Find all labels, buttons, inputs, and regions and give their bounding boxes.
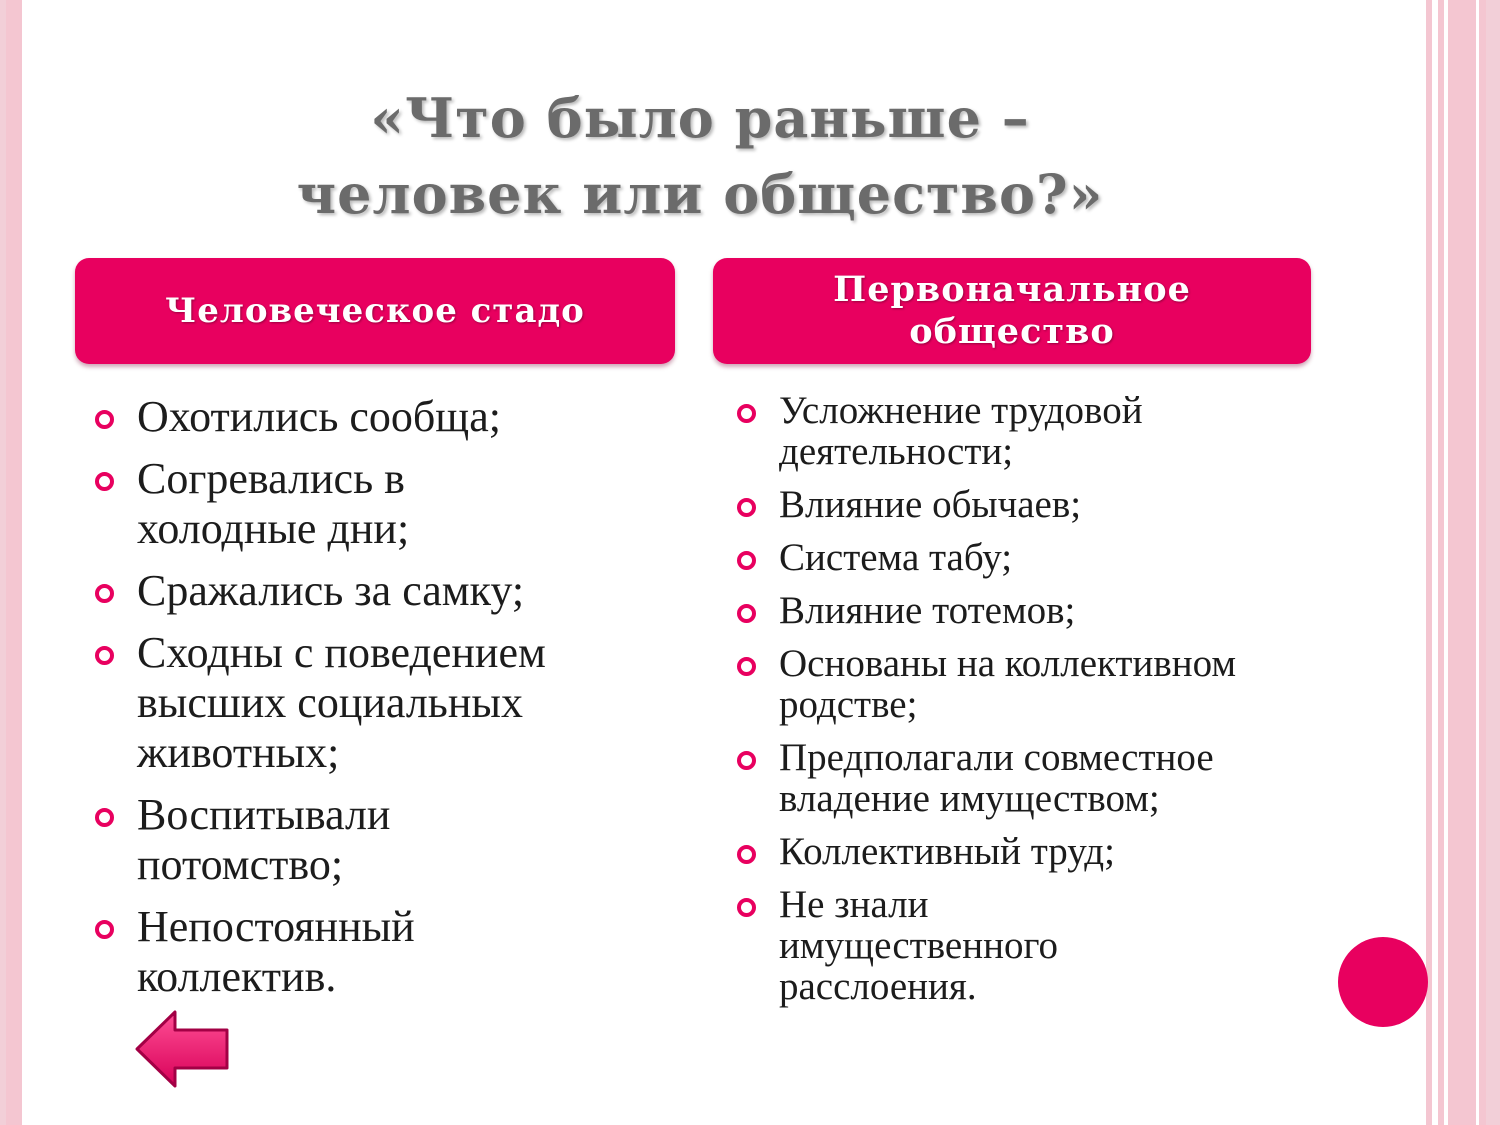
list-item-text: Система табу; xyxy=(779,536,1013,579)
bullet-icon xyxy=(737,498,756,517)
list-item xyxy=(719,643,1299,725)
list-item xyxy=(719,884,1199,1007)
left-column-list xyxy=(77,392,677,1014)
bullet-icon xyxy=(737,604,756,623)
bullet-icon xyxy=(95,808,114,827)
list-item xyxy=(719,390,1279,472)
right-column-header xyxy=(713,258,1311,364)
list-item-text: Сражались за самку; xyxy=(137,566,525,615)
list-item xyxy=(77,392,677,442)
list-item-text: Не знали имущественного расслоения. xyxy=(779,883,1058,1008)
bullet-icon xyxy=(95,584,114,603)
left-column-header xyxy=(75,258,675,364)
right-column-header-label: Первоначальное общество xyxy=(833,269,1191,352)
title-line-2: человек или общество?» xyxy=(296,162,1104,226)
frame-stripe xyxy=(1476,0,1479,1125)
list-item-text: Согревались в холодные дни; xyxy=(137,454,410,553)
bullet-icon xyxy=(737,404,756,423)
list-item-text: Воспитывали потомство; xyxy=(137,790,391,889)
bullet-icon xyxy=(737,657,756,676)
bullet-icon xyxy=(737,845,756,864)
list-item-text: Влияние обычаев; xyxy=(779,483,1082,526)
list-item xyxy=(719,737,1359,819)
list-item-text: Непостоянный коллектив. xyxy=(137,902,415,1001)
bullet-icon xyxy=(737,551,756,570)
list-item-text: Усложнение трудовой деятельности; xyxy=(779,389,1143,473)
list-item xyxy=(77,902,537,1002)
frame-stripe xyxy=(1444,0,1448,1125)
list-item xyxy=(77,454,537,554)
bullet-icon xyxy=(95,646,114,665)
list-item xyxy=(719,590,1359,631)
bullet-icon xyxy=(95,920,114,939)
frame-stripe xyxy=(1432,0,1438,1125)
list-item xyxy=(77,566,677,616)
list-item-text: Сходны с поведением высших социальных животных; xyxy=(137,628,546,777)
list-item xyxy=(77,790,537,890)
bullet-icon xyxy=(95,410,114,429)
list-item xyxy=(77,628,637,778)
list-item-text: Основаны на коллективном родстве; xyxy=(779,642,1237,726)
list-item-text: Охотились сообща; xyxy=(137,392,501,441)
list-item-text: Влияние тотемов; xyxy=(779,589,1076,632)
slide-title xyxy=(120,80,1280,232)
bullet-icon xyxy=(95,472,114,491)
list-item xyxy=(719,484,1359,525)
left-column-header-label: Человеческое стадо xyxy=(165,291,585,331)
title-line-1: «Что было раньше – xyxy=(370,86,1030,150)
circle-button-icon[interactable] xyxy=(1338,937,1428,1027)
list-item xyxy=(719,831,1359,872)
right-column-list xyxy=(719,390,1359,1019)
bullet-icon xyxy=(737,751,756,770)
list-item xyxy=(719,537,1359,578)
list-item-text: Предполагали совместное владение имуществом; xyxy=(779,736,1214,820)
bullet-icon xyxy=(737,898,756,917)
left-arrow-icon[interactable] xyxy=(135,1010,231,1088)
list-item-text: Коллективный труд; xyxy=(779,830,1115,873)
